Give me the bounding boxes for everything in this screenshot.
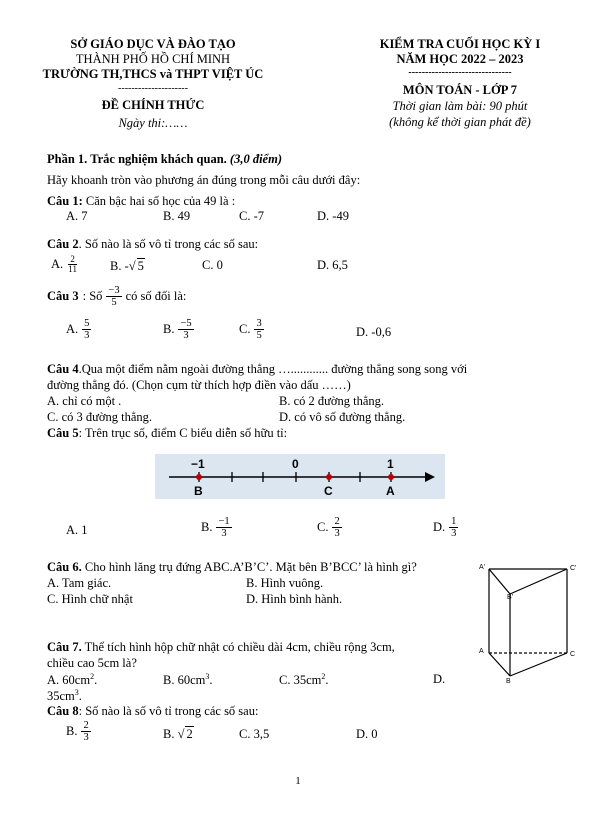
q6-option-b: B. Hình vuông. [246,576,324,590]
question-text: Cho hình lăng trụ đứng ABC.A’B’C’. Mặt bên B’BCC’ là hình gì? [84,560,417,574]
option-end: . [94,673,98,688]
q2-option-c: C. 0 [202,258,223,272]
tick-label-one: 1 [387,457,394,471]
right-rule: ------------------------------- [408,67,512,78]
question-1 [47,194,235,209]
question-text-end: có số đối là: [125,289,187,304]
subject-title: MÔN TOÁN - LỚP 7 [402,83,518,97]
time-limit: Thời gian làm bài: 90 phút [392,99,528,113]
denominator: 3 [83,732,89,744]
question-7 [47,640,395,655]
fraction [178,318,193,341]
q8-option-a [66,720,91,743]
q4-option-b: B. có 2 đường thẳng. [279,394,385,408]
point-a-marker [388,474,394,480]
q2-option-b [110,258,145,274]
denominator: 11 [68,264,77,275]
option-prefix: C. [317,520,329,535]
time-note: (không kể thời gian phát đề) [389,115,531,129]
radicand: 5 [137,259,144,273]
vertex-label-a: A [479,648,484,655]
q1-option-d: D. -49 [317,209,349,223]
question-label: Câu 7. [47,640,82,654]
q8-option-c: C. 3,5 [239,727,270,741]
fraction [66,255,79,275]
question-8 [47,704,258,719]
question-label: Câu 8 [47,704,79,718]
question-label: Câu 2 [47,237,79,251]
numerator: 2 [70,254,75,264]
question-text: .Qua một điểm nằm ngoài đường thẳng …............ đường thẳng song song với [78,362,468,376]
vertex-label-c: C [570,651,576,658]
city-name: THÀNH PHỐ HỒ CHÍ MINH [75,52,231,66]
fraction [81,720,90,743]
fraction [216,516,231,539]
option-prefix: A. [66,322,79,337]
numerator: 2 [83,720,89,731]
q3-option-b [163,318,194,341]
question-text: Thể tích hình hộp chữ nhật có chiều dài 4cm, chiều rộng 3cm, [84,640,395,654]
question-label: Câu 4 [47,362,79,376]
fraction [449,516,458,539]
point-c-marker [326,474,332,480]
option-end: . [325,673,329,688]
question-text: Căn bậc hai số học của 49 là : [85,194,236,208]
q8-option-b [163,726,194,742]
q6-option-a: A. Tam giác. [47,576,112,590]
q1-option-b: B. 49 [163,209,191,223]
option-prefix: D. [433,520,446,535]
page-number: 1 [295,775,301,787]
q7-option-c [279,672,328,688]
denominator: 5 [111,297,117,309]
q7-option-d [47,688,82,704]
vertex-label-c1: C' [570,565,577,572]
q2-option-a [51,255,79,275]
q3-option-c [239,318,264,341]
denominator: 3 [334,528,340,540]
radicand: 2 [186,727,193,741]
q1-option-a: A. 7 [66,209,88,223]
exponent: 3 [74,688,79,697]
question-label: Câu 1: [47,194,83,208]
fraction [106,285,121,308]
q5-option-a: A. 1 [66,523,88,537]
part1-instruction: Hãy khoanh tròn vào phương án đúng trong mỗi câu dưới đây: [47,173,361,187]
q6-option-c: C. Hình chữ nhật [47,592,133,606]
question-text: : Trên trục số, điểm C biểu diễn số hữu tỉ: [78,426,288,440]
point-b-label: B [194,484,203,498]
denominator: 5 [256,330,262,342]
sqrt-symbol: √ [177,727,185,741]
point-b-marker [196,474,202,480]
q7-option-d-label: D. [433,672,446,686]
part1-title: Phần 1. Trắc nghiệm khách quan. [47,152,227,166]
exponent: 2 [90,672,95,681]
option-prefix: B. [163,322,175,337]
numerator: −3 [108,285,120,296]
option-end: . [78,689,82,704]
fraction [254,318,263,341]
numerator: 5 [84,318,90,329]
dept-name: SỞ GIÁO DỤC VÀ ĐÀO TẠO [70,37,236,51]
q1-option-c: C. -7 [239,209,264,223]
option-text: C. 35cm [279,673,322,688]
q4-option-a: A. chỉ có một . [47,394,122,408]
q7-option-b [163,672,212,688]
prism-figure [476,560,582,684]
fraction [332,516,341,539]
numerator: −1 [218,516,230,527]
fraction [82,318,91,341]
point-a-label: A [386,484,395,498]
option-prefix: A. [51,256,64,271]
tick-label-zero: 0 [292,457,299,471]
question-label: Câu 3 [47,289,79,304]
exam-date: Ngày thi:…… [118,116,188,130]
exam-title: KIỂM TRA CUỐI HỌC KỲ I [379,37,541,51]
vertex-label-a1: A' [479,564,486,571]
question-text: : Số nào là số vô tỉ trong các số sau: [78,704,259,718]
q5-option-c [317,516,342,539]
denominator: 3 [451,528,457,540]
question-label: Câu 5 [47,426,79,440]
q3-option-d: D. -0,6 [356,325,392,339]
part1-points: (3,0 điểm) [229,152,282,166]
q4-option-d: D. có vô số đường thẳng. [279,410,406,424]
option-prefix: B. [66,724,78,739]
question-6 [47,560,417,575]
left-rule: --------------------- [118,83,188,94]
option-text: A. 60cm [47,673,91,688]
denominator: 3 [84,330,90,342]
question-7-line2: chiều cao 5cm là? [47,656,137,670]
question-3 [47,285,186,308]
exponent: 2 [321,672,326,681]
q5-option-d [433,516,458,539]
numerator: 3 [256,318,262,329]
q6-option-d: D. Hình bình hành. [246,592,343,606]
q5-option-b [201,516,232,539]
numerator: 2 [334,516,340,527]
number-line-figure [155,454,445,499]
school-year: NĂM HỌC 2022 – 2023 [396,52,524,66]
numerator: 1 [451,516,457,527]
q7-option-a [47,672,97,688]
sqrt-symbol: √ [128,259,136,273]
option-end: . [209,673,213,688]
tick-label-neg1: −1 [191,457,205,471]
option-text: 35cm [47,689,75,704]
prism-edges [489,569,567,676]
q3-option-a [66,318,91,341]
question-5 [47,426,287,441]
option-prefix: C. [239,322,251,337]
question-2 [47,237,258,252]
q2-option-d: D. 6,5 [317,258,348,272]
vertex-label-b: B [506,678,511,684]
exponent: 3 [205,672,210,681]
denominator: 3 [183,330,189,342]
question-text: : Số [82,289,103,304]
q8-option-d: D. 0 [356,727,378,741]
question-4-line2: đường thẳng đó. (Chọn cụm từ thích hợp điền vào dấu ……) [47,378,351,392]
question-text: . Số nào là số vô tỉ trong các số sau: [78,237,259,251]
numerator: −5 [180,318,192,329]
option-text: B. 60cm [163,673,206,688]
school-name: TRƯỜNG TH,THCS và THPT VIỆT ÚC [42,67,264,81]
part1-heading [47,152,282,167]
option-prefix: B. - [110,259,129,273]
official-label: ĐỀ CHÍNH THỨC [101,98,205,112]
denominator: 3 [221,528,227,540]
q4-option-c: C. có 3 đường thẳng. [47,410,153,424]
question-4 [47,362,467,377]
option-prefix: B. [201,520,213,535]
point-c-label: C [324,484,333,498]
option-prefix: B. [163,727,175,741]
vertex-label-b1: B' [507,594,514,601]
question-label: Câu 6. [47,560,82,574]
